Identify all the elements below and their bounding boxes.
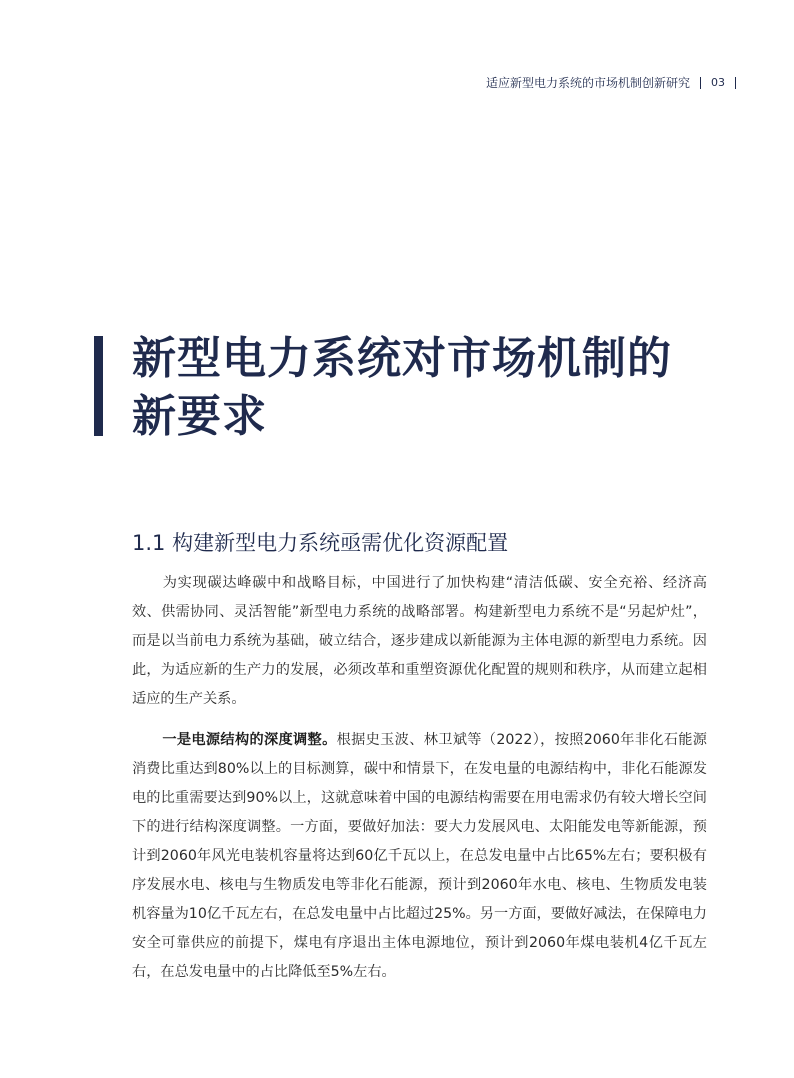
paragraph-2-lead: 一是电源结构的深度调整。 [162, 732, 337, 748]
body-paragraph-2 [132, 726, 707, 987]
header-divider [700, 77, 701, 89]
chapter-title: 新型电力系统对市场机制的新要求 [132, 333, 672, 442]
paragraph-1-text: 为实现碳达峰碳中和战略目标，中国进行了加快构建“清洁低碳、安全充裕、经济高效、供需协同、灵活智能”新型电力系统的战略部署。构建新型电力系统不是“另起炉灶”，而是以当前电力系统为基础，破立结合，逐步建成以新能源为主体电源的新型电力系统。因此，为适应新的生产力的发展，必须改革和重塑资源优化配置的规则和秩序，从而建立起相适应的生产关系。 [132, 575, 707, 707]
running-header [486, 74, 736, 91]
header-divider-right [735, 77, 736, 89]
body-paragraph-1 [132, 569, 707, 714]
section-title: 1.1 构建新型电力系统亟需优化资源配置 [132, 531, 509, 555]
header-title: 适应新型电力系统的市场机制创新研究 [485, 76, 690, 90]
page-number: 03 [711, 76, 725, 89]
paragraph-2-text: 根据史玉波、林卫斌等（2022），按照2060年非化石能源消费比重达到80%以上的目标测算，碳中和情景下，在发电量的电源结构中，非化石能源发电的比重需要达到90%以上，这就意味着中国的电源结构需要在用电需求仍有较大增长空间下的进行结构深度调整。一方面，要做好加法：要大力发展风电、太阳能发电等新能源，预计到2060年风光电装机容量将达到60亿千瓦以上，在总发电量中占比65%左右；要积极有序发展水电、核电与生物质发电等非化石能源，预计到2060年水电、核电、生物质发电装机容量为10亿千瓦左右，在总发电量中占比超过25%。另一方面，要做好减法，在保障电力安全可靠供应的前提下，煤电有序退出主体电源地位，预计到2060年煤电装机4亿千瓦左右，在总发电量中的占比降低至5%左右。 [132, 732, 707, 980]
chapter-accent-bar [94, 336, 103, 436]
